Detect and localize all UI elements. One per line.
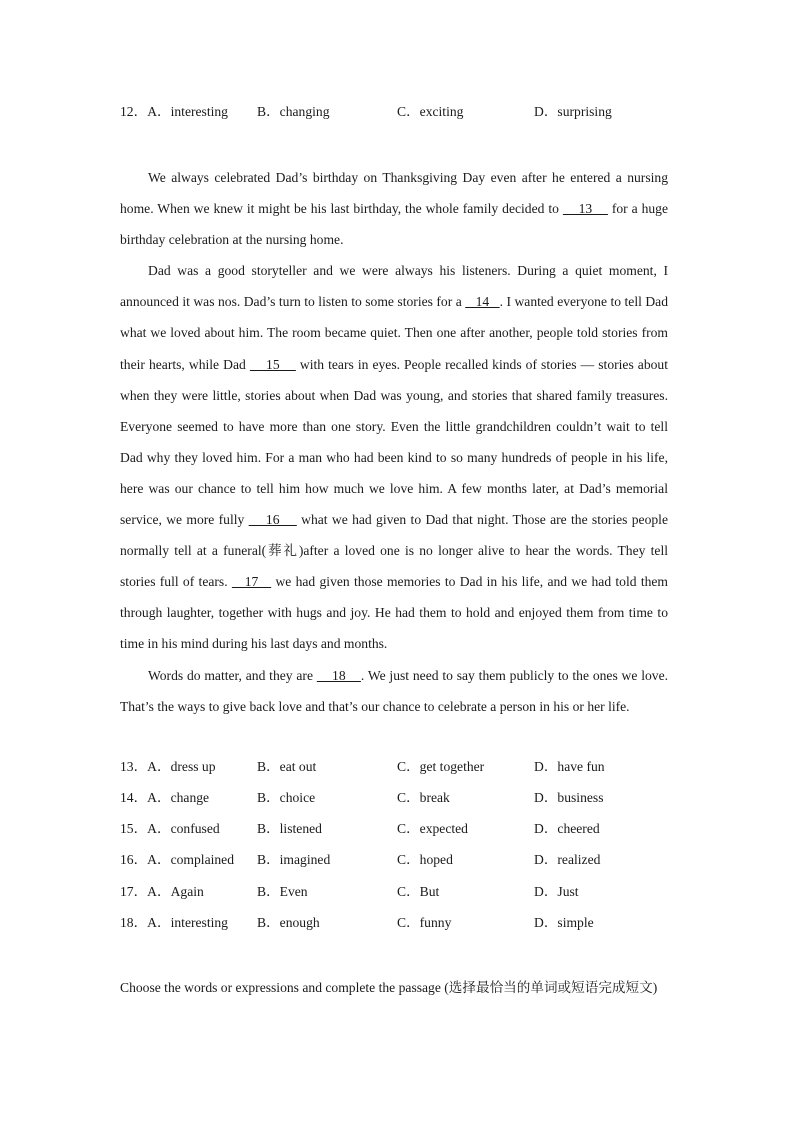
question-15-options [120, 819, 680, 839]
question-17-options [120, 882, 680, 902]
question-14-option-a: 14．A．change [120, 790, 210, 805]
question-16-option-a: 16．A．complained [120, 852, 235, 867]
question-17-option-c: C．But [397, 884, 440, 899]
question-16-options [120, 850, 680, 870]
question-12-option-b: B．changing [257, 104, 330, 119]
passage-paragraph-2: Dad was a good storyteller and we were always his listeners. During a quiet moment, I announced it was nos. Dad’s turn to listen to some stories for a 14 . I wanted everyone to tell Dad what we loved about him. The room became quiet. Then one after another, people told stories from their hearts, while Dad 15 with tears in eyes. People recalled kinds of stories — stories about when they were little, stories about when Dad was young, and stories that shared family treasures. Everyone seemed to have more than one story. Even the little grandchildren couldn’t wait to tell Dad why they loved him. For a man who had been kind to so many hundreds of people in his life, here was our chance to tell him how much we love him. A few months later, at Dad’s memorial service, we more fully 16 what we had given to Dad that night. Those are the stories people normally tell at a funeral(葬礼)after a loved one is no longer alive to hear the words. They tell stories full of tears. 17 we had given those memories to Dad in his life, and we had told them through laughter, together with hugs and joy. He had them to hold and enjoyed them from time to time in his mind during his last days and months. [120, 263, 669, 652]
question-14-option-b: B．choice [257, 790, 316, 805]
question-18-option-a: 18．A．interesting [120, 915, 228, 930]
cloze-passage [120, 162, 668, 722]
blank-17: 17 [231, 574, 272, 590]
question-18-option-c: C．funny [397, 915, 452, 930]
blank-18: 18 [316, 667, 361, 683]
question-14-options [120, 788, 680, 808]
question-18-options [120, 913, 680, 933]
question-18-option-b: B．enough [257, 915, 320, 930]
question-number: 12． [120, 104, 148, 119]
passage-paragraph-3: Words do matter, and they are 18 . We just need to say them publicly to the ones we love. That’s the ways to give back love and that’s our chance to celebrate a person in his or her life. [120, 667, 669, 714]
question-13-option-c: C．get together [397, 759, 485, 774]
question-16-option-d: D．realized [534, 852, 601, 867]
question-12-option-a: 12．A．interesting [120, 104, 228, 119]
question-14-option-d: D．business [534, 790, 604, 805]
question-16-option-b: B．imagined [257, 852, 331, 867]
question-12-option-d: D．surprising [534, 104, 612, 119]
question-15-option-c: C．expected [397, 821, 468, 836]
question-17-option-d: D．Just [534, 884, 579, 899]
blank-14: 14 [465, 294, 500, 310]
blank-13: 13 [562, 201, 608, 217]
question-15-option-a: 15．A．confused [120, 821, 220, 836]
question-15-option-d: D．cheered [534, 821, 600, 836]
passage-paragraph-1: We always celebrated Dad’s birthday on Thanksgiving Day even after he entered a nursing home. When we knew it might be his last birthday, the whole family decided to 13 for a huge birthday celebration at the nursing home. [120, 170, 669, 248]
question-17-option-b: B．Even [257, 884, 308, 899]
blank-16: 16 [248, 512, 297, 528]
question-15-option-b: B．listened [257, 821, 322, 836]
question-13-option-a: 13．A．dress up [120, 759, 216, 774]
question-12-option-c: C．exciting [397, 104, 464, 119]
question-13-option-b: B．eat out [257, 759, 317, 774]
question-18-option-d: D．simple [534, 915, 594, 930]
question-17-option-a: 17．A．Again [120, 884, 204, 899]
question-12-options [120, 102, 680, 122]
question-13-option-d: D．have fun [534, 759, 605, 774]
question-13-options [120, 757, 680, 777]
blank-15: 15 [249, 356, 296, 372]
question-16-option-c: C．hoped [397, 852, 453, 867]
section-instruction: Choose the words or expressions and complete the passage (选择最恰当的单词或短语完成短文) [120, 980, 658, 995]
question-14-option-c: C．break [397, 790, 450, 805]
